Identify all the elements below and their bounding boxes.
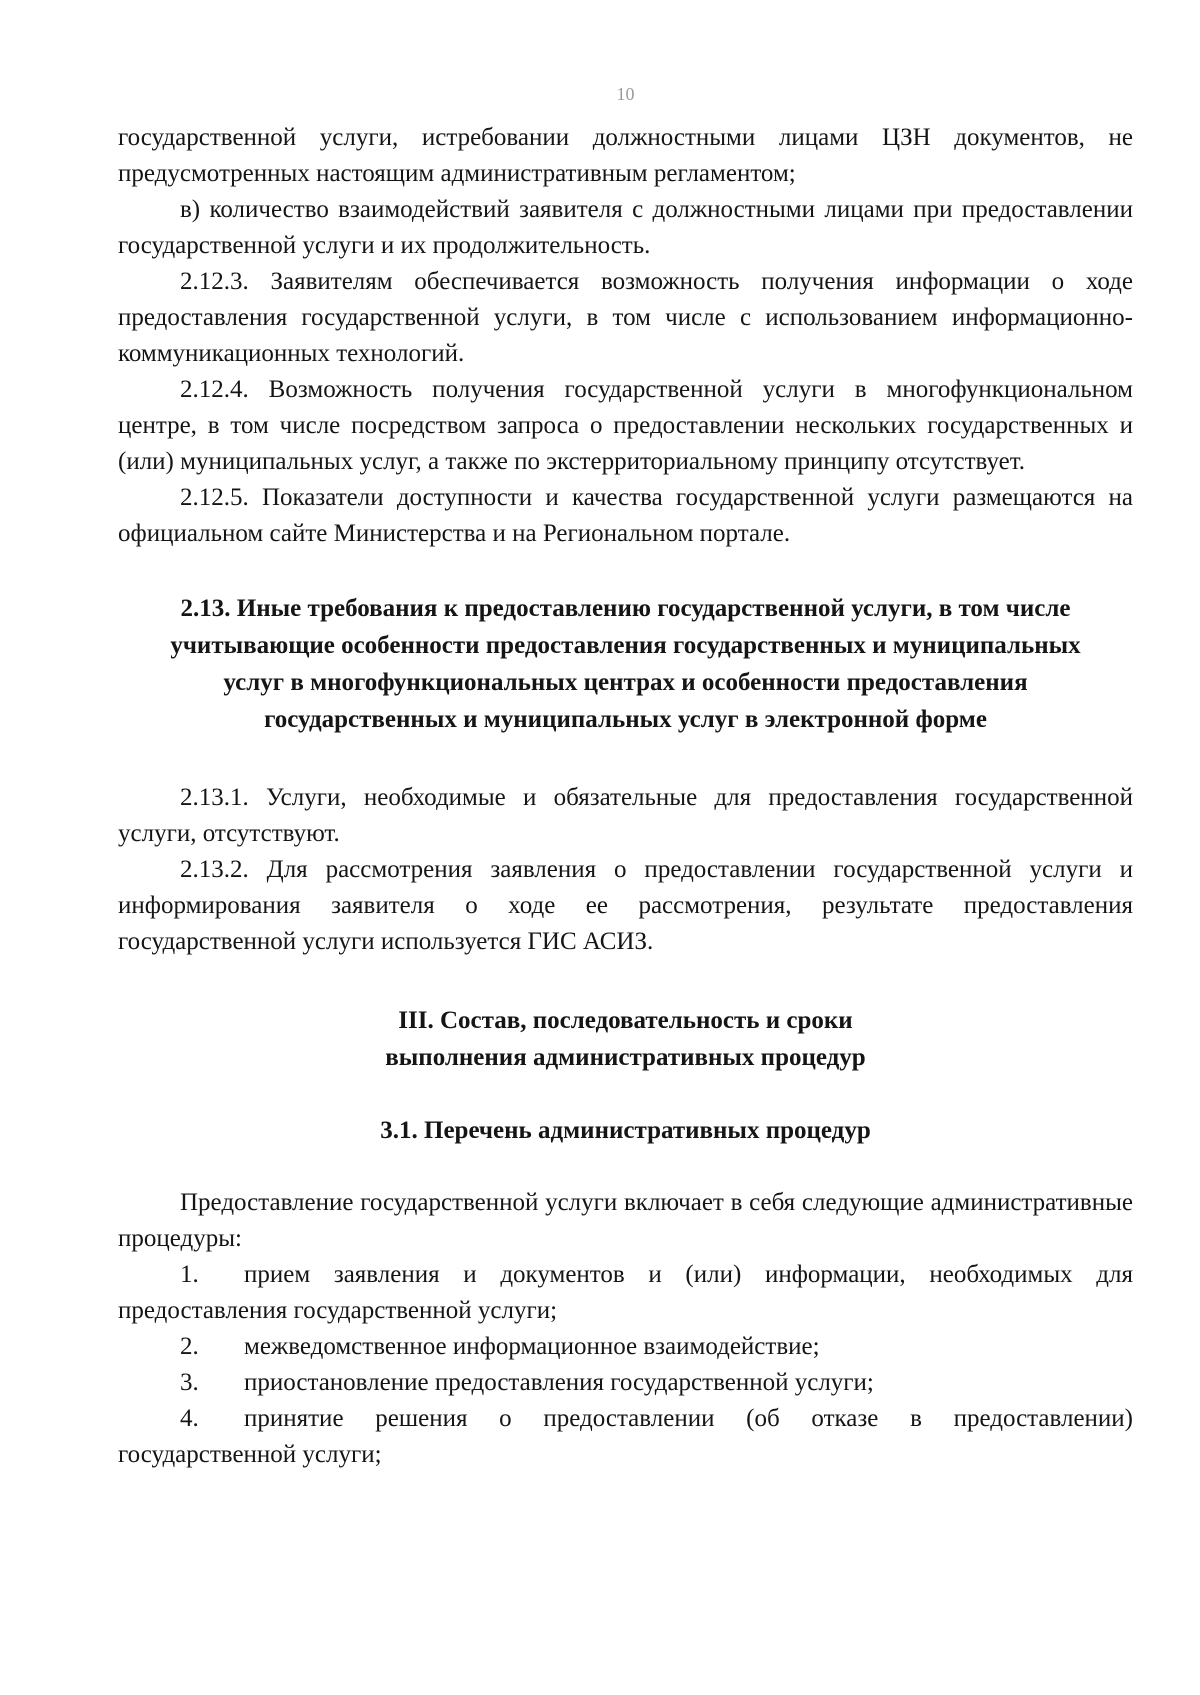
page-content — [118, 120, 1133, 1473]
list-item — [118, 1401, 1133, 1473]
paragraph-2-13-2: 2.13.2. Для рассмотрения заявления о предоставлении государственной услуги и информирования заявителя о ходе ее рассмотрения, результате предоставления государственной услуги используется ГИС АСИЗ. — [118, 856, 1133, 955]
list-item-number: 2. — [180, 1333, 199, 1360]
paragraph-item-v: в) количество взаимодействий заявителя с должностными лицами при предоставлении государственной услуги и их продолжительность. — [118, 196, 1133, 259]
heading-2-13: 2.13. Иные требования к предоставлению государственной услуги, в том числе учитывающие особенности предоставления государственных и муниципальных услуг в многофункциональных центрах и особенности предоставления государственных и муниципальных услуг в электронной форме — [170, 595, 1081, 733]
section-heading-III — [118, 1002, 1133, 1076]
list-item-number: 1. — [180, 1261, 199, 1288]
paragraph-3-1-intro: Предоставление государственной услуги включает в себя следующие административные процедуры: — [118, 1189, 1133, 1252]
paragraph-2-12-4: 2.12.4. Возможность получения государственной услуги в многофункциональном центре, в том числе посредством запроса о предоставлении нескольких государственных и (или) муниципальных услуг, а также по экстерриториальному принципу отсутствует. — [118, 376, 1133, 475]
section-heading-III-line-2: выполнения административных процедур — [385, 1044, 866, 1071]
paragraph-2-12-3: 2.12.3. Заявителям обеспечивается возможность получения информации о ходе предоставления государственной услуги, в том числе с использованием информационно-коммуникационных технологий. — [118, 268, 1133, 367]
paragraph-2-13-1: 2.13.1. Услуги, необходимые и обязательные для предоставления государственной услуги, отсутствуют. — [118, 784, 1133, 847]
list-item-number: 3. — [180, 1369, 199, 1396]
list-item-text: приостановление предоставления государственной услуги; — [244, 1369, 874, 1396]
page-number: 10 — [616, 84, 635, 104]
paragraph-continuation: государственной услуги, истребовании должностными лицами ЦЗН документов, не предусмотренных настоящим административным регламентом; — [118, 124, 1133, 187]
list-item-text: прием заявления и документов и (или) информации, необходимых для предоставления государственной услуги; — [118, 1261, 1133, 1324]
section-heading-III-line-1: III. Состав, последовательность и сроки — [398, 1007, 853, 1034]
list-item — [118, 1329, 1133, 1365]
list-item — [118, 1365, 1133, 1401]
list-item-number: 4. — [180, 1405, 199, 1432]
list-item — [118, 1257, 1133, 1329]
list-item-text: принятие решения о предоставлении (об отказе в предоставлении) государственной услуги; — [118, 1405, 1133, 1468]
paragraph-2-12-5: 2.12.5. Показатели доступности и качества государственной услуги размещаются на официальном сайте Министерства и на Региональном портале. — [118, 484, 1133, 547]
list-item-text: межведомственное информационное взаимодействие; — [244, 1333, 820, 1360]
heading-3-1: 3.1. Перечень административных процедур — [380, 1117, 871, 1144]
document-page — [118, 0, 1133, 1695]
